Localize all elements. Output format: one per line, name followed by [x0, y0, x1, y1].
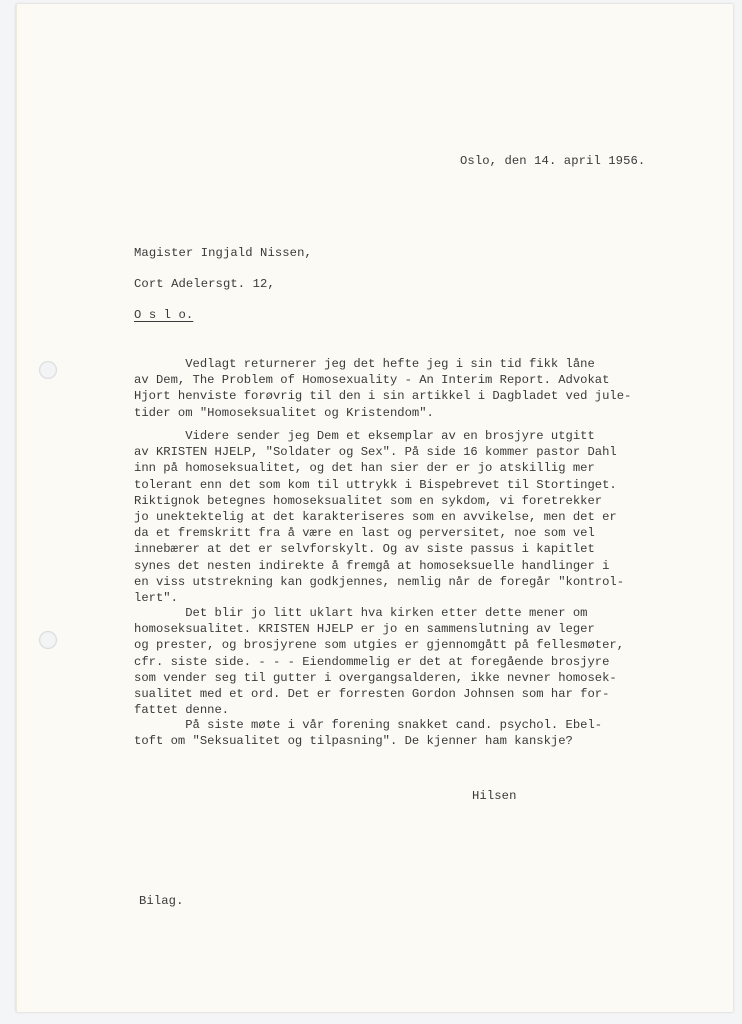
enclosure-note: Bilag. — [139, 894, 184, 908]
text-line: sualitet med et ord. Det er forresten Gordon Johnsen som har for- — [134, 687, 610, 702]
punch-hole — [39, 631, 57, 649]
paragraph-2 — [134, 428, 734, 606]
text-line: Hjort henviste forøvrig til den i sin artikkel i Dagbladet ved jule- — [134, 389, 632, 404]
text-line: innebærer at det er selvforskylt. Og av siste passus i kapitlet — [134, 542, 595, 557]
text-line: Videre sender jeg Dem et eksemplar av en brosjyre utgitt — [134, 429, 595, 443]
text-line: tolerant enn det som kom til uttrykk i Bispebrevet til Stortinget. — [134, 477, 617, 492]
punch-hole — [39, 361, 57, 379]
text-line: toft om "Seksualitet og tilpasning". De kjenner ham kanskje? — [134, 734, 573, 749]
text-line: Vedlagt returnerer jeg det hefte jeg i sin tid fikk låne — [134, 357, 595, 371]
text-line: lert". — [134, 591, 178, 606]
text-line: som vender seg til gutter i overgangsalderen, ikke nevner homosek- — [134, 670, 617, 685]
text-line: synes det nesten indirekte å fremgå at homoseksuelle handlinger i — [134, 558, 610, 573]
text-line: inn på homoseksualitet, og det han sier der er jo atskillig mer — [134, 461, 595, 476]
paragraph-1 — [134, 356, 734, 421]
text-line: av KRISTEN HJELP, "Soldater og Sex". På side 16 kommer pastor Dahl — [134, 445, 617, 460]
closing: Hilsen — [472, 789, 517, 803]
text-line: Riktignok betegnes homoseksualitet som en sykdom, vi foretrekker — [134, 493, 603, 508]
text-line: På siste møte i vår forening snakket cand. psychol. Ebel- — [134, 718, 603, 732]
text-line: da et fremskritt fra å være en last og perversitet, noe som vel — [134, 526, 595, 541]
paragraph-3 — [134, 605, 734, 718]
dateline: Oslo, den 14. april 1956. — [460, 154, 646, 168]
recipient-name: Magister Ingjald Nissen, — [134, 246, 312, 260]
paragraph-4 — [134, 717, 734, 749]
recipient-city: O s l o. — [134, 308, 194, 322]
text-line: cfr. siste side. - - - Eiendommelig er det at foregående brosjyre — [134, 654, 610, 669]
text-line: tider om "Homoseksualitet og Kristendom". — [134, 405, 434, 420]
text-line: Det blir jo litt uklart hva kirken etter dette mener om — [134, 606, 588, 620]
text-line: jo unektektelig at det karakteriseres som en avvikelse, men det er — [134, 510, 617, 525]
text-line: og prester, og brosjyrene som utgies er gjennomgått på fellesmøter, — [134, 638, 625, 653]
letter-sheet — [16, 4, 733, 1012]
recipient-street: Cort Adelersgt. 12, — [134, 277, 275, 291]
text-line: homoseksualitet. KRISTEN HJELP er jo en sammenslutning av leger — [134, 622, 595, 637]
text-line: en viss utstrekning kan godkjennes, nemlig når de foregår "kontrol- — [134, 574, 625, 589]
text-line: fattet denne. — [134, 703, 230, 718]
text-line: av Dem, The Problem of Homosexuality - An Interim Report. Advokat — [134, 373, 610, 388]
